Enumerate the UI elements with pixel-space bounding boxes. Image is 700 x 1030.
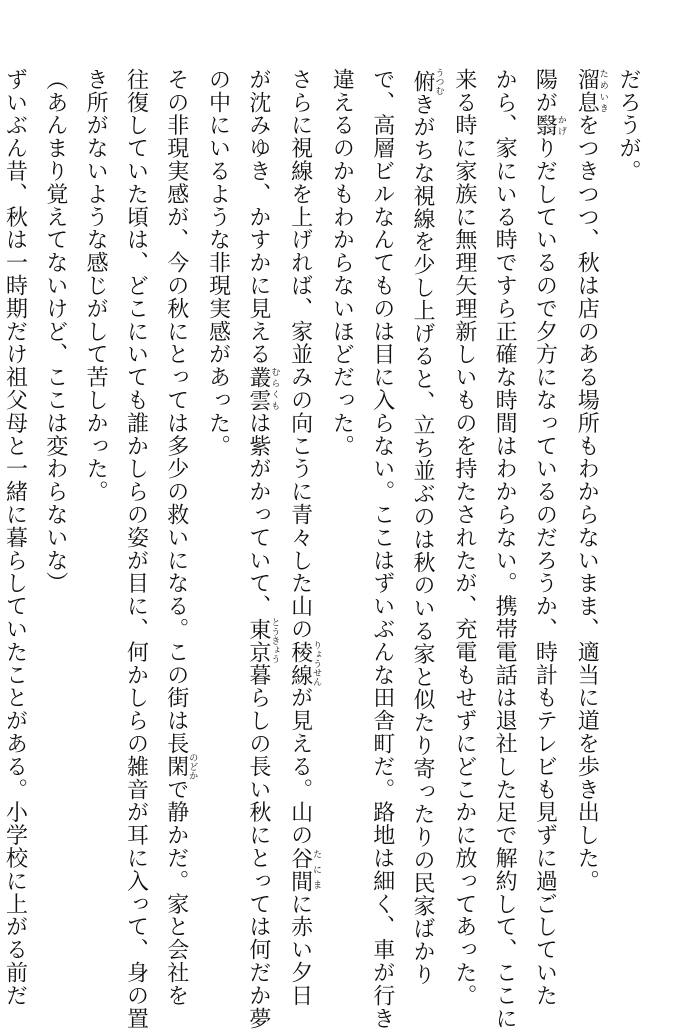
ruby-word <box>245 617 280 664</box>
ruby-base: 閑 <box>163 752 189 780</box>
ruby-word <box>245 365 280 412</box>
text-line <box>566 68 608 968</box>
text-line <box>35 68 75 968</box>
furigana: りょうせん <box>311 640 322 687</box>
vertical-text-body <box>0 68 648 1030</box>
text-segment: 往復していた頃は、どこにいても誰かしらの姿が目に、何かしらの雑音が耳に入って、身の置 <box>123 68 149 1030</box>
text-line <box>361 68 401 1030</box>
text-segment: （あんまり覚えてないけど、ここは変わらないな） <box>42 68 68 595</box>
text-segment: さらに視線を上げれば、家並みの向こうに青々した山の <box>287 68 313 641</box>
furigana: かげ <box>555 113 566 137</box>
text-segment: だろうが。 <box>616 68 641 183</box>
text-segment: 違えるのかもわからないほどだった。 <box>329 68 355 458</box>
text-segment: で、高層ビルなんてものは目に入らない。ここはずいぶんな田舎町だ。路地は細く、車が行き <box>369 68 395 1030</box>
text-line <box>0 68 35 1007</box>
text-segment: その非現実感が、今の秋にとっては多少の救いになる。この街は長 <box>163 68 189 755</box>
text-segment: 陽が <box>532 68 558 114</box>
ruby-word <box>410 68 444 95</box>
text-line <box>75 68 115 968</box>
ruby-word <box>574 68 608 114</box>
furigana: ためいき <box>597 68 608 114</box>
furigana: むらくも <box>269 365 280 412</box>
text-segment: が沈みゆき、かすかに見える <box>245 68 271 366</box>
ruby-base: 叢雲 <box>245 365 271 412</box>
furigana: たにま <box>311 846 322 893</box>
ruby-base: 翳 <box>532 113 558 137</box>
ruby-base: 溜息 <box>574 68 600 114</box>
text-line <box>197 68 237 968</box>
text-line <box>115 68 155 1030</box>
text-line <box>279 68 322 1007</box>
text-segment: をつきつつ、秋は店のある場所もわからないまま、適当に道を歩き出した。 <box>574 113 600 893</box>
text-line <box>484 68 524 1030</box>
text-segment: に赤い夕日 <box>287 892 313 1007</box>
ruby-word <box>163 752 198 780</box>
text-segment: から、家にいる時ですら正確な時間はわからない。携帯電話は退社した足で解約して、ここに <box>492 68 518 1030</box>
text-line <box>402 68 444 987</box>
text-segment: 暮らしの長い秋にとっては何だか夢 <box>245 663 271 1030</box>
ruby-base: 俯 <box>410 68 436 95</box>
text-segment: は紫がかっていて、 <box>245 411 271 618</box>
furigana: のどか <box>187 752 198 780</box>
text-segment: 来る時に家族に無理矢理新しいものを持たされたが、充電もせずにどこかに放ってあった。 <box>451 68 477 1007</box>
text-line <box>321 68 361 968</box>
text-segment: で静かだ。家と会社を <box>163 777 189 1007</box>
text-segment: の中にいるような非現実感があった。 <box>205 68 231 458</box>
ruby-base: 谷間 <box>287 846 313 893</box>
text-segment: き所がないような感じがして苦しかった。 <box>83 68 109 504</box>
text-line <box>238 68 280 1030</box>
text-segment: ずいぶん昔、秋は一時期だけ祖父母と一緒に暮らしていたことがある。小学校に上がる前だ <box>2 68 28 1007</box>
ruby-base: 稜線 <box>287 640 313 687</box>
ruby-word <box>532 113 566 137</box>
ruby-word <box>287 846 322 893</box>
ruby-word <box>287 640 322 687</box>
furigana: とうきょう <box>269 617 280 664</box>
text-line <box>524 68 566 1007</box>
furigana: うつむ <box>433 68 444 95</box>
text-line <box>155 68 198 1007</box>
text-line <box>608 68 648 968</box>
text-segment: りだしているので夕方になっているのだろうか、時計もテレビも見ずに過ごしていた <box>532 136 558 1007</box>
text-line <box>444 68 484 1007</box>
ruby-base: 東京 <box>245 617 271 664</box>
text-segment: が見える。山の <box>287 686 313 847</box>
text-segment: きがちな視線を少し上げると、立ち並ぶのは秋のいる家と似たり寄ったりの民家ばかり <box>410 92 436 987</box>
